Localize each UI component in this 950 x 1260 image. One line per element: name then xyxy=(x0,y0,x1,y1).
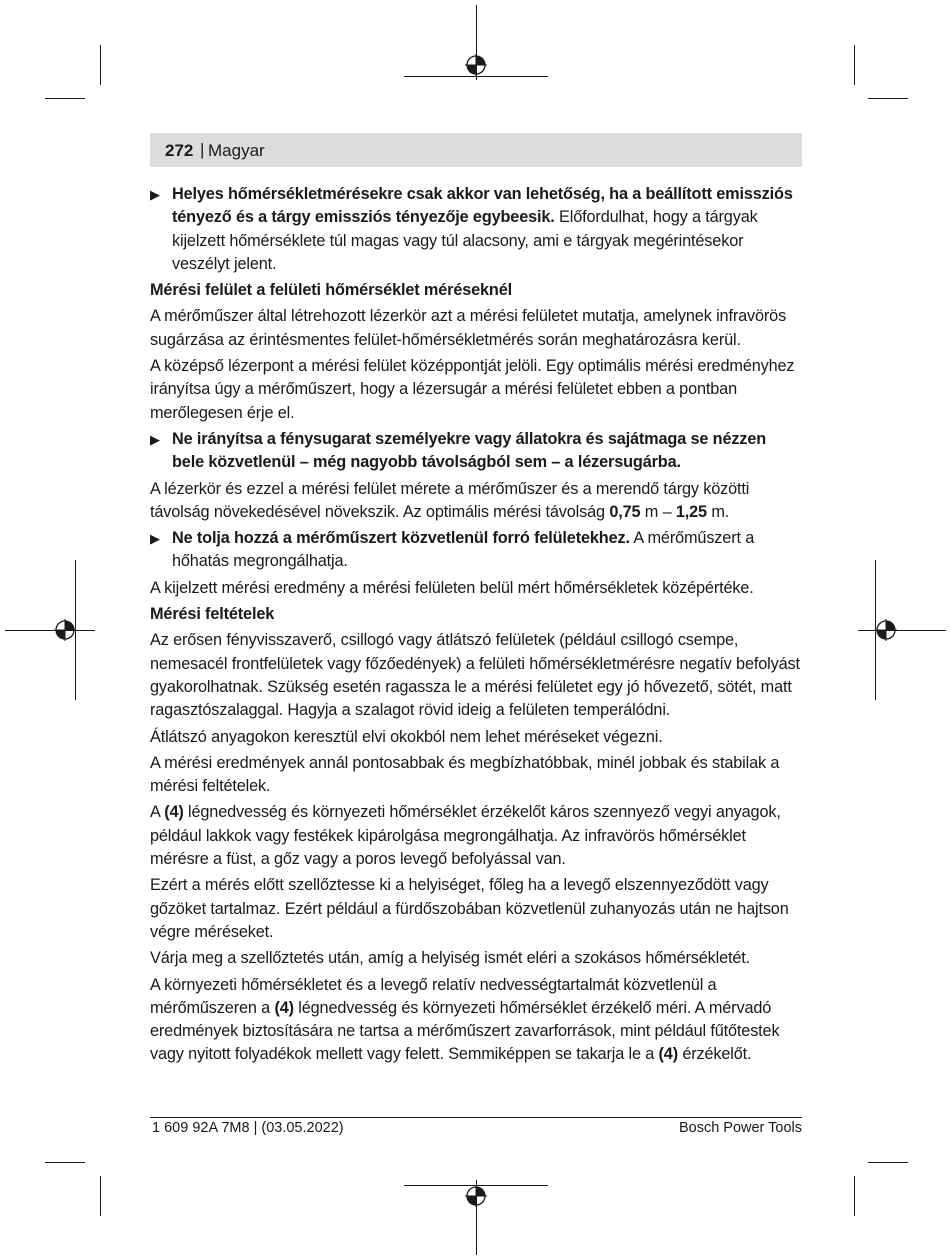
paragraph: A mérőműszer által létrehozott lézerkör azt a mérési felületet mutatja, amelynek infravörös sugárzása az érintésmentes felület-hőmérsékletmérés során meghatározásra kerül. xyxy=(150,307,787,349)
registration-target-icon xyxy=(54,619,76,641)
warning-bold-text: Helyes hőmérsékletmérésekre csak akkor van lehetőség, ha a beállított emissziós tényező és a tárgy emissziós tényezője egybeesik. xyxy=(172,185,793,227)
header-separator: | xyxy=(200,140,205,159)
distance-max: 1,25 xyxy=(675,502,707,521)
paragraph-text: légnedvesség és környezeti hőmérséklet érzékelő méri. A mérvadó eredmények biztosítására ne tartsa a mérőműszert zavarforrások, mint például fűtőtestek vagy nyitott folyadékok mellett vagy felett. Semmiképpen se takarja le a xyxy=(150,998,780,1064)
paragraph: A kijelzett mérési eredmény a mérési felületen belül mért hőmérsékletek középértéke. xyxy=(150,578,754,597)
crop-mark xyxy=(854,45,855,85)
page-body xyxy=(150,183,802,1070)
crop-mark xyxy=(100,1176,101,1216)
paragraph-text: m – xyxy=(640,502,676,521)
crop-mark xyxy=(100,45,101,85)
paragraph: Átlátszó anyagokon keresztül elvi okokból nem lehet méréseket végezni. xyxy=(150,727,663,746)
crop-mark xyxy=(854,1176,855,1216)
crop-mark xyxy=(868,98,908,99)
bullet-arrow-icon: ▶ xyxy=(150,187,160,202)
header-language: Magyar xyxy=(208,141,265,160)
bullet-arrow-icon: ▶ xyxy=(150,431,160,447)
registration-line xyxy=(5,630,95,631)
registration-target-icon xyxy=(465,54,487,76)
paragraph-text: m. xyxy=(706,502,730,521)
page-header xyxy=(150,133,802,167)
warning-text: A mérőműszert a hőhatás megrongálhatja. xyxy=(172,529,755,571)
registration-line xyxy=(858,630,946,631)
distance-min: 0,75 xyxy=(609,502,641,521)
paragraph: Az erősen fényvisszaverő, csillogó vagy átlátszó felületek (például csillogó csempe, nemesacél frontfelületek vagy főzőedények) a felületi hőmérsékletmérésre negatív befolyást gyakorolhatnak. Szükség esetén ragassza le a mérési felületet egy jó hővezető, sötét, matt ragasztószalaggal. Hagyja a szalagot rövid ideig a felületen temperálódni. xyxy=(150,631,800,720)
footer-brand: Bosch Power Tools xyxy=(678,1120,802,1136)
warning-bullet xyxy=(150,428,802,475)
section-heading: Mérési feltételek xyxy=(150,605,275,624)
paragraph: Ezért a mérés előtt szellőztesse ki a helyiséget, főleg ha a levegő elszennyeződött vagy gőzöket tartalmaz. Ezért például a fürdőszobában közvetlenül zuhanyozás után ne hajtson végre méréseket. xyxy=(150,876,789,941)
warning-bullet xyxy=(150,183,802,276)
paragraph: Várja meg a szellőztetés után, amíg a helyiség ismét eléri a szokásos hőmérsékletét. xyxy=(150,949,751,968)
paragraph: A mérési eredmények annál pontosabbak és megbízhatóbbak, minél jobbak és stabilak a mérési feltételek. xyxy=(150,753,780,796)
paragraph-text: érzékelőt. xyxy=(677,1045,752,1064)
paragraph xyxy=(150,478,802,525)
sensor-reference: (4) xyxy=(164,803,184,822)
page-number: 272 xyxy=(165,141,194,160)
section-heading: Mérési felület a felületi hőmérséklet méréseknél xyxy=(150,281,513,300)
paragraph-text: A környezeti hőmérsékletet és a levegő relatív nedvességtartalmát közvetlenül a mérőműszeren a xyxy=(150,975,717,1017)
registration-target-icon xyxy=(875,619,897,641)
sensor-reference: (4) xyxy=(274,998,294,1017)
paragraph-text: A xyxy=(150,803,165,822)
paragraph xyxy=(150,801,802,871)
sensor-reference: (4) xyxy=(658,1045,678,1064)
footer-doc-id: 1 609 92A 7M8 | (03.05.2022) xyxy=(152,1120,344,1136)
paragraph: A középső lézerpont a mérési felület középpontját jelöli. Egy optimális mérési eredményhez irányítsa úgy a mérőműszert, hogy a lézersugár a mérési felületet ebben a pontban merőlegesen érje el. xyxy=(150,357,795,422)
bullet-arrow-icon: ▶ xyxy=(150,531,160,547)
paragraph-text: légnedvesség és környezeti hőmérséklet érzékelőt káros szennyező vegyi anyagok, például lakkok vagy festékek kipárolgása megrongálhatja. Az infravörös hőmérséklet mérésre a füst, a gőz vagy a poros levegő befolyással van. xyxy=(150,803,781,869)
crop-mark xyxy=(45,1162,85,1163)
registration-line xyxy=(404,76,548,77)
footer-rule xyxy=(150,1117,802,1118)
registration-target-icon xyxy=(465,1185,487,1207)
crop-mark xyxy=(868,1162,908,1163)
paragraph-text: A lézerkör és ezzel a mérési felület mérete a mérőműszer és a merendő tárgy közötti távolság növekedésével növekszik. Az optimális mérési távolság xyxy=(150,479,750,521)
crop-mark xyxy=(45,98,85,99)
warning-bold-text: Ne irányítsa a fénysugarat személyekre vagy állatokra és sajátmaga se nézzen bele közvetlenül – még nagyobb távolságból sem – a lézersugárba. xyxy=(172,429,767,472)
warning-bullet xyxy=(150,527,802,574)
warning-text: Előfordulhat, hogy a tárgyak kijelzett hőmérséklete túl magas vagy túl alacsony, ami e tárgyak megérintésekor veszélyt jelent. xyxy=(172,208,758,273)
warning-bold-text: Ne tolja hozzá a mérőműszert közvetlenül forró felületekhez. xyxy=(172,529,630,548)
paragraph xyxy=(150,974,802,1067)
